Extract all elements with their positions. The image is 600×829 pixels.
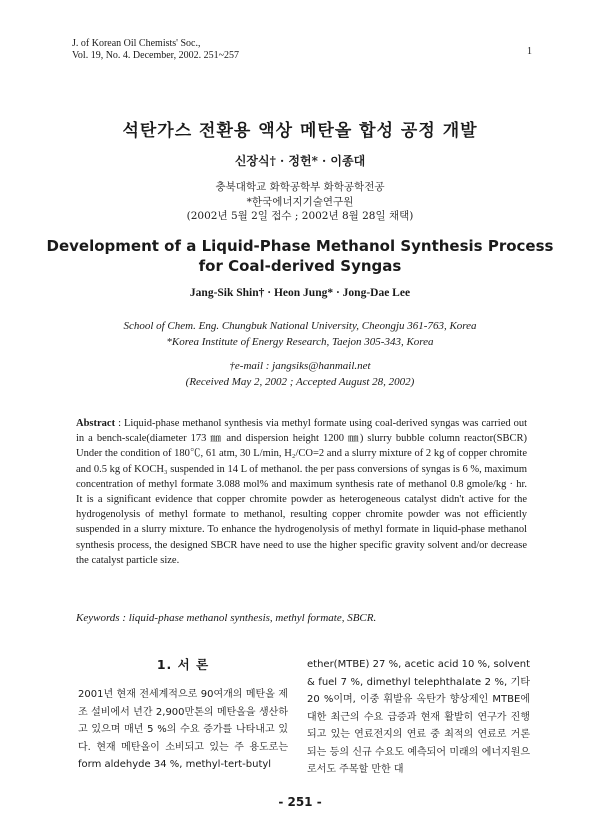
correspondence: [0, 358, 600, 390]
abstract-label: Abstract: [76, 418, 116, 429]
journal-volume: Vol. 19, No. 4. December, 2002. 251~257: [72, 50, 240, 61]
journal-header: [72, 38, 239, 62]
english-title: [0, 236, 600, 276]
english-affiliation-1: School of Chem. Eng. Chungbuk National University, Cheongju 361-763, Korea: [123, 320, 477, 332]
korean-affiliation-1: 충북대학교 화학공학부 화학공학전공: [215, 181, 385, 193]
page-marker: 1: [527, 46, 532, 57]
body-column-left: 2001년 현재 전세계적으로 90여개의 메탄올 제조 설비에서 년간 2,900만톤의 메탄올을 생산하고 있으며 매년 5 %의 수요 증가를 나타내고 있다. 현재 메탄올이 소비되고 있는 주 용도로는 form aldehyde 34 %, methyl-tert-butyl: [78, 689, 288, 770]
journal-name: J. of Korean Oil Chemists' Soc.,: [72, 38, 201, 49]
korean-affiliation-2: *한국에너지기술연구원: [246, 195, 354, 208]
author-email: †e-mail : jangsiks@hanmail.net: [229, 360, 371, 372]
korean-title: 석탄가스 전환용 액상 메탄올 합성 공정 개발: [122, 121, 478, 141]
english-authors: Jang-Sik Shin† · Heon Jung* · Jong-Dae Lee: [189, 287, 411, 299]
korean-affiliations: [0, 180, 600, 224]
english-affiliations: [0, 318, 600, 350]
abstract-text: : Liquid-phase methanol synthesis via methyl formate using coal-derived syngas was carried out in a bench-scale(diameter 173 ㎜ and dispersion height 1200 ㎜) slurry bubble column reactor(SBCR) Under the condition of 180℃, 61 atm, 30 L/min, H₂/CO=2 and a slurry mixture of 2 kg of copper chromite and 0.5 kg of KOCH₃ suspended in 14 L of methanol. the per pass conversions of syngas is 6 %, maximum concentration of methyl formate 3.088 mol% and maximum synthesis rate of methanol 0.8 gmole/kg · hr. It is a significant evidence that copper chromite powder as heterogeneous catalyst didn't active for the hydrogenolysis of methyl formate to methanol, resulting copper chromite powder was not efficiently suspended in a slurry mixture. To enhance the hydrogenolysis of methyl formate in liquid-phase methanol synthesis process, the designed SBCR have need to use the higher specific gravity solvent and/or decrease the catalyst particle size.: [76, 418, 528, 566]
english-affiliation-2: *Korea Institute of Energy Research, Taejon 305-343, Korea: [166, 336, 434, 348]
abstract: [76, 416, 527, 568]
keywords: Keywords : liquid-phase methanol synthesis, methyl formate, SBCR.: [76, 612, 377, 624]
page-number: - 251 -: [278, 795, 322, 809]
korean-dates: (2002년 5월 2일 접수 ; 2002년 8월 28일 채택): [186, 210, 414, 222]
english-title-line-1: Development of a Liquid-Phase Methanol Synthesis Process: [46, 237, 554, 255]
body-column-right: ether(MTBE) 27 %, acetic acid 10 %, solvent & fuel 7 %, dimethyl telephthalate 2 %, 기타 20 %이며, 이중 휘발유 옥탄가 향상제인 MTBE에 대한 최근의 수요 급증과 현재 활발히 연구가 진행되고 있는 연료전지의 연료 중 최적의 연료로 거론되는 등의 신규 수요도 예측되어 미래의 에너지원으로서도 주목할 만한 대: [307, 659, 530, 775]
english-dates: (Received May 2, 2002 ; Accepted August 28, 2002): [185, 376, 415, 388]
english-title-line-2: for Coal-derived Syngas: [198, 257, 402, 275]
section-title: 1. 서 론: [156, 657, 210, 672]
korean-authors: 신장식† · 정헌* · 이종대: [234, 154, 366, 168]
